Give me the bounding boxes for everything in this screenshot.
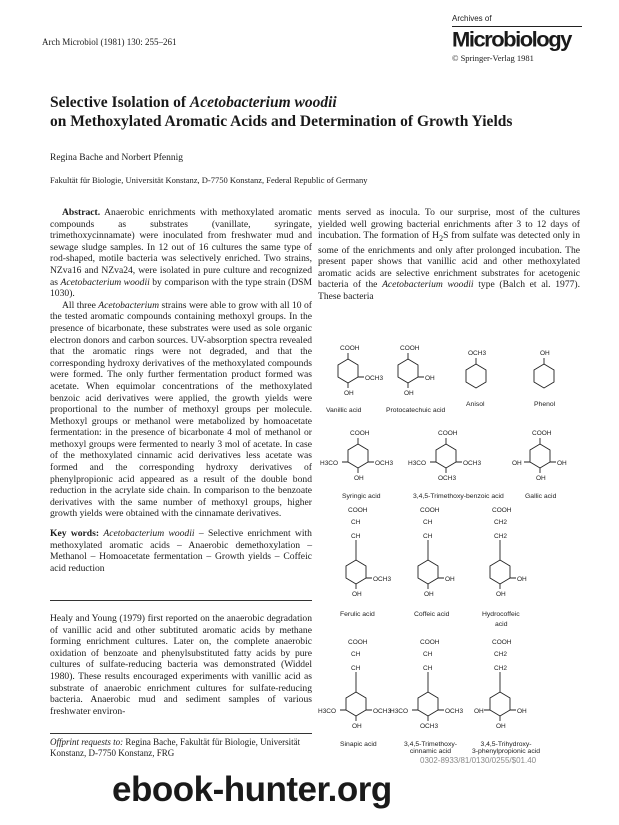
anisol-ring xyxy=(466,364,486,388)
formula-label: OH xyxy=(557,460,567,467)
formula-label: OH xyxy=(536,475,546,482)
abstract-paragraph-2 xyxy=(50,300,312,520)
keywords-text: – Selective enrichment with methoxylated aromatic acids – Anaerobic demethoxylation – Methanol – Homoacetate fermentation – Growth yields – Coffeic acid reduction xyxy=(50,528,312,574)
doi-code: 0302-8933/81/0130/0255/$01.40 xyxy=(420,756,537,765)
protocatechuic-ring xyxy=(398,359,418,383)
formula-label: COOH xyxy=(492,639,512,646)
journal-citation: Arch Microbiol (1981) 130: 255–261 xyxy=(42,37,177,47)
compound-name: Syringic acid xyxy=(342,493,381,500)
formula-label: OH xyxy=(425,375,435,382)
formula-label: OCH3 xyxy=(365,375,384,382)
formula-label: COOH xyxy=(340,345,360,352)
compound-name-line: cinnamic acid xyxy=(409,748,452,755)
title-line2: on Methoxylated Aromatic Acids and Determination of Growth Yields xyxy=(50,113,513,130)
article-title xyxy=(50,93,590,131)
formula-label: COOH xyxy=(348,639,368,646)
formula-label: CH xyxy=(351,519,361,526)
abstract-text: strains were able to grow with all 10 of the tested aromatic compounds containing methoxyl groups. In the presence of bicarbonate, these substrates were used as sole organic electron donors and carbon sources. UV-absorption spectra revealed that the aromatic rings were not degraded, and that the corresponding hydroxy derivatives of the methoxylated compounds were formed. The only further fermentation product formed was acetate. When equimolar concentrations of the methoxylated benzoic acid derivatives were applied, the growth yields were proportional to the number of methoxyl groups per molecule. Methoxyl groups or methanol were metabolized by homoacetate fermentation: in the presence of bicarbonate 4 mol of methanol or methoxyl groups were fermented to nearly 3 mol of acetate. In case of the methoxylated cinnamic acid derivatives less acetate was formed and the corresponding hydroxy derivatives of phenylpropionic acid appeared as a result of the double bond reduction in the acrylate side chain. In comparison to the benzoate derivatives with the same number of methoxyl groups, higher growth yields were obtained with the cinnamate derivatives. xyxy=(50,299,312,520)
formula-label: OCH3 xyxy=(463,460,482,467)
abstract-organism: Acetobacterium xyxy=(98,299,160,311)
keywords-organism: Acetobacterium woodii xyxy=(103,528,195,540)
formula-label: CH xyxy=(423,651,433,658)
syringic-ring xyxy=(348,444,368,468)
formula-label: OCH3 xyxy=(445,708,464,715)
compound-name: Coffeic acid xyxy=(414,611,450,618)
formula-label: OCH3 xyxy=(438,475,457,482)
section-divider xyxy=(50,600,312,601)
sinapic-ring xyxy=(346,692,366,716)
formula-label: COOH xyxy=(420,639,440,646)
vanillic-ring xyxy=(338,359,358,383)
abstract-text: All three xyxy=(62,299,99,311)
formula-label: COOH xyxy=(492,507,512,514)
compound-name: Ferulic acid xyxy=(340,611,375,618)
phenol-ring xyxy=(534,364,554,388)
formula-label: CH2 xyxy=(494,533,508,540)
compound-name-line: 3,4,5-Trimethoxy- xyxy=(404,741,458,748)
compound-name: 3,4,5-Trimethoxy-benzoic acid xyxy=(413,493,504,500)
body-text: ments served as inocula. To our surprise, most of the cultures yielded well growing bacterial enrichments after 3 to 12 days of incubation. The formation of H xyxy=(318,207,580,242)
formula-label: COOH xyxy=(350,430,370,437)
formula-label: OH xyxy=(496,591,506,598)
formula-label: OH xyxy=(474,708,484,715)
keywords-heading: Key words: xyxy=(50,528,100,540)
formula-label: CH xyxy=(423,533,433,540)
formula-label: COOH xyxy=(532,430,552,437)
compound-name: Anisol xyxy=(466,401,485,408)
formula-label: CH xyxy=(351,651,361,658)
trimethoxybenzoic-ring xyxy=(436,444,456,468)
formula-label: OH xyxy=(354,475,364,482)
formula-label: OH xyxy=(517,708,527,715)
formula-label: OH xyxy=(404,390,414,397)
formula-label: OCH3 xyxy=(373,576,392,583)
formula-label: OH xyxy=(517,576,527,583)
formula-label: CH xyxy=(351,533,361,540)
offprint-footnote xyxy=(50,737,312,759)
body-organism: Acetobacterium woodii xyxy=(382,279,474,291)
formula-label: CH2 xyxy=(494,651,508,658)
journal-name: Microbiology xyxy=(452,27,571,52)
body-text: type (Balch et al. 1977). These bacteria xyxy=(318,279,581,303)
title-organism: Acetobacterium woodii xyxy=(189,94,337,111)
formula-label: H3CO xyxy=(320,460,339,467)
formula-label: CH xyxy=(423,665,433,672)
formula-label: COOH xyxy=(400,345,420,352)
formula-label: COOH xyxy=(420,507,440,514)
abstract-heading: Abstract. xyxy=(62,207,101,218)
journal-archives-label: Archives of xyxy=(452,14,492,23)
formula-label: OH xyxy=(352,723,362,730)
compound-name: Hydrocoffeic xyxy=(482,611,520,618)
formula-label: H3CO xyxy=(390,708,409,715)
compound-name: acid xyxy=(495,621,508,628)
offprint-label: Offprint requests to: xyxy=(50,737,124,747)
abstract-paragraph-1 xyxy=(50,207,312,300)
trimethoxycinnamic-ring xyxy=(418,692,438,716)
formula-label: CH xyxy=(351,665,361,672)
affiliation: Fakultät für Biologie, Universität Konstanz, D-7750 Konstanz, Federal Republic of Germany xyxy=(50,175,368,185)
compound-name-sinapic: Sinapic acid xyxy=(340,741,377,748)
compound-name: Phenol xyxy=(534,401,556,408)
watermark: ebook-hunter.org xyxy=(112,770,392,809)
formula-label: OH xyxy=(445,576,455,583)
compound-name-trimethoxycinnamic xyxy=(404,741,457,755)
formula-label: OCH3 xyxy=(373,708,392,715)
formula-label: H3CO xyxy=(408,460,427,467)
formula-label: COOH xyxy=(348,507,368,514)
offprint-text: Regina Bache, Fakultät für Biologie, Universität Konstanz, D-7750 Konstanz, FRG xyxy=(50,737,301,758)
abstract-column xyxy=(50,207,312,574)
chemical-structures-figure xyxy=(318,340,588,740)
body-text: S from sulfate was detected only in some of the enrichments and only after prolonged incubation. The present paper shows that vanillic acid and other methoxylated aromatic acids are selective enrichment substrates for acetogenic bacteria of the xyxy=(318,230,581,291)
formula-label: OH xyxy=(512,460,522,467)
formula-label: OCH3 xyxy=(468,350,487,357)
abstract-text: by comparison with the type strain (DSM 1030). xyxy=(50,276,312,300)
right-paragraph xyxy=(318,207,580,303)
authors: Regina Bache and Norbert Pfennig xyxy=(50,153,183,163)
abstract-organism: Acetobacterium woodii xyxy=(60,276,150,288)
copyright-notice: © Springer-Verlag 1981 xyxy=(452,53,534,63)
formula-label: H3CO xyxy=(318,708,337,715)
formula-label: OH xyxy=(424,591,434,598)
formula-label: OCH3 xyxy=(420,723,439,730)
formula-label: CH2 xyxy=(494,665,508,672)
hydrocoffeic-ring xyxy=(490,560,510,584)
gallic-ring xyxy=(530,444,550,468)
formula-label: OH xyxy=(344,390,354,397)
formula-label: OH xyxy=(352,591,362,598)
right-column-text xyxy=(318,207,580,303)
compound-name-trihydroxypropionic xyxy=(472,741,540,755)
trihydroxypropionic-ring xyxy=(490,692,510,716)
footnote-divider xyxy=(50,733,312,734)
subscript: 2 xyxy=(439,234,444,244)
formula-label: OH xyxy=(540,350,550,357)
formula-label: OCH3 xyxy=(375,460,394,467)
formula-label: CH2 xyxy=(494,519,508,526)
ferulic-ring xyxy=(346,560,366,584)
introduction-text: Healy and Young (1979) first reported on the anaerobic degradation of vanillic acid and other subtituted aromatic acids by methane forming enrichment cultures. Later on, the complete anaerobic oxidation of benzoate and phenylsubstituted fatty acids by pure cultures of sulfate-reducing bacteria was demonstrated (Widdel 1980). These results encouraged experiments with vanillic acid as substrate of anaerobic enrichment cultures for sulfate-reducing bacteria. Anaerobic mud and sediment samples of various freshwater environ- xyxy=(50,613,312,717)
compound-name: Vanillic acid xyxy=(326,407,362,414)
title-line1-text: Selective Isolation of xyxy=(50,94,190,111)
compound-name-line: 3-phenylpropionic acid xyxy=(472,748,541,755)
formula-label: COOH xyxy=(438,430,458,437)
formula-label: OH xyxy=(496,723,506,730)
coffeic-ring xyxy=(418,560,438,584)
compound-name: Protocatechuic acid xyxy=(386,407,446,414)
keywords xyxy=(50,528,312,574)
abstract-text: Anaerobic enrichments with methoxylated aromatic compounds as substrates (vanillate, syringate, trimethoxycinnamate) were inoculated from freshwater mud and sewage sludge samples. In 12 out of 16 cultures the same type of rod-shaped, motile bacteria was selectively enriched. Two strains, NZva16 and NZva24, were isolated in pure culture and recognized as xyxy=(50,207,312,288)
compound-name-line: 3,4,5-Trihydroxy- xyxy=(480,741,532,748)
compound-name: Gallic acid xyxy=(525,493,557,500)
formula-label: CH xyxy=(423,519,433,526)
